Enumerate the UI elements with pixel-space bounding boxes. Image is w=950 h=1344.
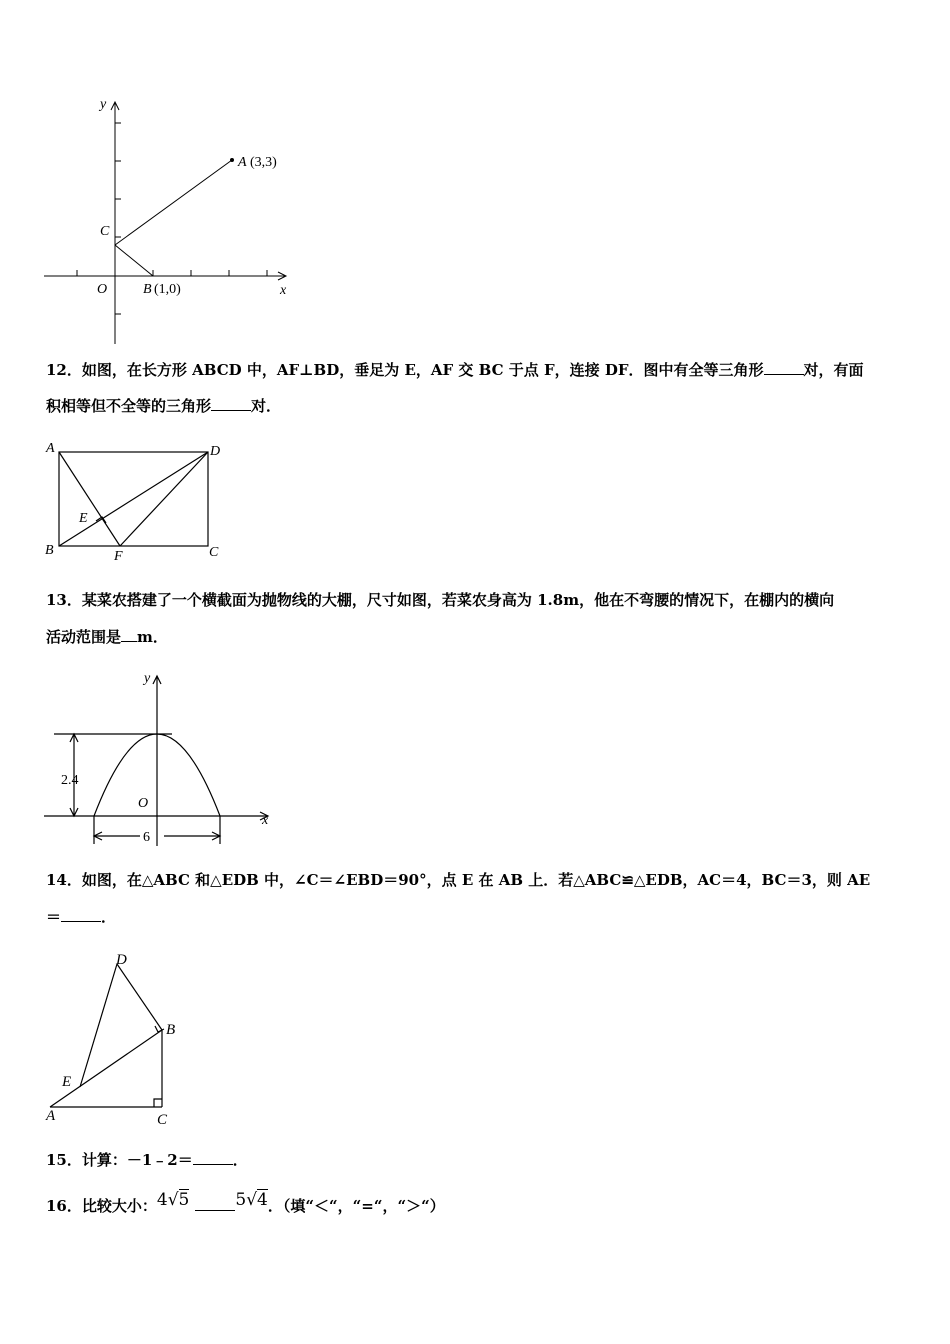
question-13-text: 活动范围是 — [46, 628, 122, 646]
question-16-prefix: 16．比较大小： — [46, 1197, 157, 1215]
figure-rectangle-abcd — [40, 438, 230, 566]
point-e-label: E — [62, 1074, 72, 1090]
point-a-label: A — [238, 155, 247, 170]
answer-blank[interactable] — [195, 1196, 235, 1211]
question-13-text: 13．某菜农搭建了一个横截面为抛物线的大棚，尺寸如图，若菜农身高为 1.8m，他在不弯腰的情况下，在棚内的横向 — [46, 591, 835, 609]
answer-blank[interactable] — [764, 360, 804, 375]
point-a-coords: (3,3) — [250, 155, 277, 170]
question-12-line1 — [46, 352, 864, 388]
question-16 — [46, 1188, 445, 1224]
answer-blank[interactable] — [211, 396, 251, 411]
question-15 — [46, 1142, 248, 1178]
question-13-text-end: m． — [137, 628, 168, 646]
vertex-c-label: C — [157, 1112, 168, 1128]
vertex-c-label: C — [209, 545, 219, 560]
question-12-text: 12．如图，在长方形 ABCD 中，AF⊥BD，垂足为 E，AF 交 BC 于点 F，连接 DF．图中有全等三角形 — [46, 361, 764, 379]
question-14-text: 14．如图，在△ABC 和△EDB 中，∠C＝∠EBD＝90°，点 E 在 AB 上．若△ABC≌△EDB，AC＝4，BC＝3，则 AE — [46, 871, 871, 889]
vertex-a-label: A — [46, 441, 55, 456]
x-axis-label: x — [262, 813, 269, 828]
question-12-text: 积相等但不全等的三角形 — [46, 397, 212, 415]
answer-blank[interactable] — [193, 1150, 233, 1165]
point-f-label: F — [114, 549, 123, 564]
question-15-text: 15．计算：－1﹣2＝ — [46, 1151, 193, 1169]
answer-blank[interactable] — [121, 627, 137, 642]
question-13-line1 — [46, 582, 834, 618]
question-14-line1 — [46, 862, 870, 898]
origin-label: O — [138, 796, 149, 811]
radical-sign: √ — [246, 1190, 258, 1210]
question-14-line2 — [46, 899, 116, 935]
expression-b-radicand: 4 — [257, 1190, 268, 1210]
question-14-text-end: ． — [101, 908, 117, 926]
answer-blank[interactable] — [61, 907, 101, 922]
question-12-text-end: 对． — [251, 397, 282, 415]
y-axis-label: y — [144, 671, 151, 686]
point-c-label: C — [100, 224, 110, 239]
point-b-label: B — [143, 282, 152, 297]
expression-a-radicand: 5 — [178, 1190, 190, 1210]
figure-parabola — [40, 668, 280, 848]
origin-label: O — [97, 282, 108, 297]
radical-sign: √ — [167, 1190, 179, 1210]
expression-b-coef: 5 — [235, 1190, 247, 1210]
vertex-a-label: A — [46, 1108, 56, 1124]
point-b-coords: (1,0) — [154, 282, 181, 297]
y-axis-label: y — [100, 97, 107, 112]
question-16-suffix: ．（填“＜“，“=“，“＞“） — [267, 1197, 445, 1215]
expression-b — [235, 1190, 268, 1210]
question-12-line2 — [46, 388, 281, 424]
width-dimension-label: 6 — [143, 830, 150, 845]
question-12-text-end: 对，有面 — [803, 361, 864, 379]
question-13-line2 — [46, 619, 168, 655]
vertex-b-label: B — [166, 1022, 176, 1038]
figure-triangles — [40, 944, 200, 1130]
vertex-d-label: D — [116, 952, 127, 968]
figure-coordinate-plane — [40, 92, 300, 350]
x-axis-label: x — [280, 283, 287, 298]
point-e-label: E — [79, 511, 88, 526]
expression-a — [157, 1190, 190, 1210]
question-15-text-end: ． — [232, 1151, 248, 1169]
height-dimension-label: 2.4 — [61, 773, 79, 788]
vertex-d-label: D — [210, 444, 221, 459]
vertex-b-label: B — [45, 543, 54, 558]
question-14-text: ＝ — [46, 908, 62, 926]
expression-a-coef: 4 — [156, 1190, 168, 1210]
